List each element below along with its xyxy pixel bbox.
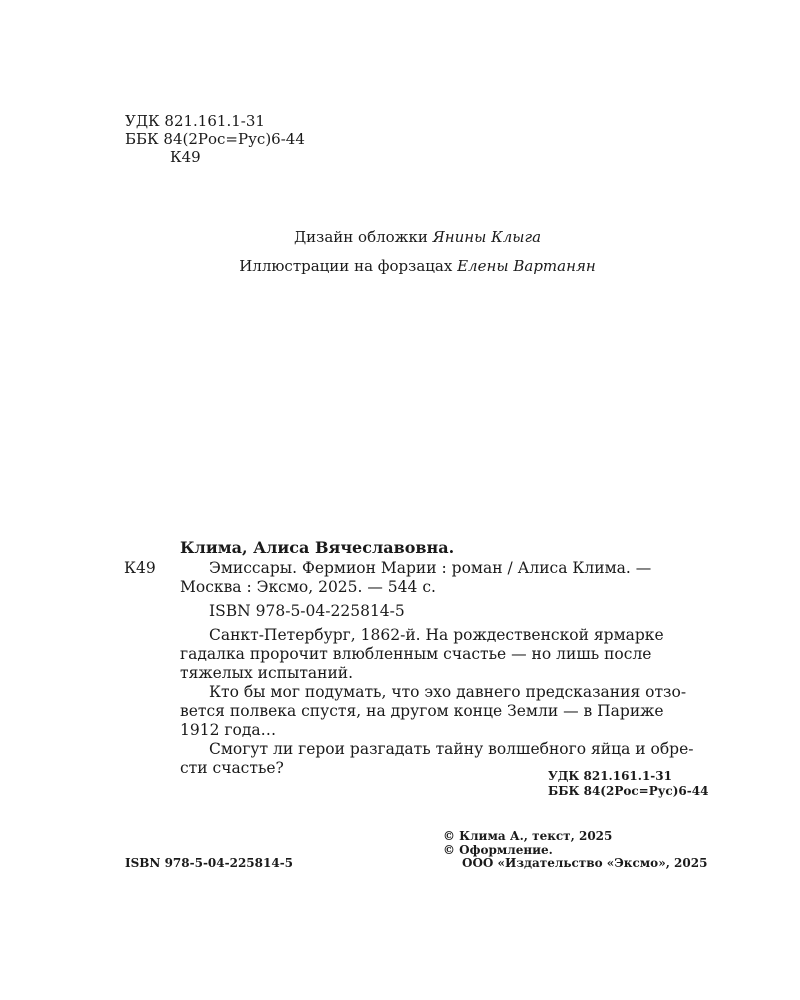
cover-design-label: Дизайн обложки: [293, 228, 428, 246]
record-isbn: ISBN 978-5-04-225814-5: [209, 602, 405, 620]
copyright-text: © Клима А., текст, 2025: [443, 829, 613, 843]
cover-design-name: Янины Клыга: [432, 228, 542, 246]
illustrations-name: Елены Вартанян: [457, 257, 596, 275]
annotation-p2-line2: вется полвека спустя, на другом конце Земли — в Париже: [180, 702, 664, 720]
record-title-line1: Эмиссары. Фермион Марии : роман / Алиса Клима. —: [209, 559, 652, 577]
record-title-line2: Москва : Эксмо, 2025. — 544 с.: [180, 578, 436, 596]
annotation-p3-line2: сти счастье?: [180, 759, 284, 777]
record-bbk: ББК 84(2Рос=Рус)6-44: [548, 784, 709, 798]
copyright-publisher: ООО «Издательство «Эксмо», 2025: [462, 856, 708, 870]
udk-code-top: УДК 821.161.1-31: [125, 112, 265, 130]
annotation-p1-line1: Санкт-Петербург, 1862-й. На рождественской ярмарке: [209, 626, 664, 644]
record-author: Клима, Алиса Вячеславовна.: [180, 538, 455, 557]
annotation-p1-line2: гадалка пророчит влюбленным счастье — но лишь после: [180, 645, 652, 663]
author-mark-top: К49: [170, 148, 201, 166]
annotation-p3-line1: Смогут ли герои разгадать тайну волшебного яйца и обре-: [209, 740, 694, 758]
record-udk: УДК 821.161.1-31: [548, 769, 672, 783]
illustrations-label: Иллюстрации на форзацах: [239, 257, 453, 275]
cover-design-credit: [0, 228, 800, 246]
annotation-p2-line3: 1912 года…: [180, 721, 277, 739]
footer-isbn: ISBN 978-5-04-225814-5: [125, 856, 294, 870]
illustrations-credit: [0, 257, 800, 275]
annotation-p1-line3: тяжелых испытаний.: [180, 664, 354, 682]
annotation-p2-line1: Кто бы мог подумать, что эхо давнего предсказания отзо-: [209, 683, 687, 701]
bbk-code-top: ББК 84(2Рос=Рус)6-44: [125, 130, 305, 148]
record-author-mark: К49: [124, 559, 156, 577]
copyright-design: © Оформление.: [443, 843, 553, 857]
